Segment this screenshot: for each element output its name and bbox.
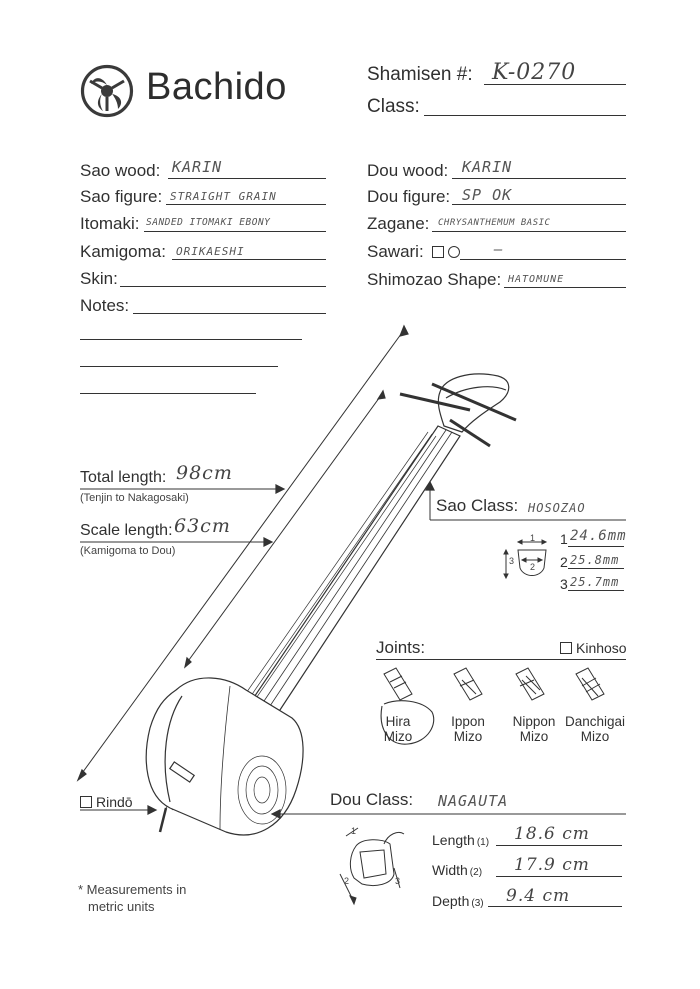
dou-length-line — [496, 845, 622, 846]
sao-measure-index-1: 1 — [560, 531, 568, 547]
itomaki-value[interactable]: SANDED ITOMAKI EBONY — [146, 217, 271, 228]
kamigoma-value[interactable]: ORIKAESHI — [176, 245, 245, 258]
skin-label: Skin: — [80, 269, 118, 288]
dou-dimension-diagram — [332, 824, 414, 908]
joint-nippon-line2: Mizo — [519, 729, 549, 744]
joint-hira-line1: Hira — [385, 714, 411, 729]
dou-depth-label-text: Depth — [432, 893, 470, 909]
notes-label: Notes: — [80, 296, 130, 315]
sao-measure-line-2 — [568, 568, 624, 569]
dou-figure-value[interactable]: SP OK — [462, 186, 513, 204]
total-length-sub: (Tenjin to Nakagosaki) — [80, 492, 189, 504]
footnote-line1: * Measurements in — [78, 882, 187, 897]
joint-hira-line2: Mizo — [383, 729, 413, 744]
scale-length-value[interactable]: 63cm — [174, 515, 231, 537]
sao-class-value[interactable]: HOSOZAO — [528, 501, 586, 515]
dou-class-label: Dou Class: — [330, 790, 414, 809]
sao-diagram-label-1: 1 — [530, 533, 536, 543]
sawari-label-text: Sawari: — [367, 242, 424, 261]
dou-figure-label: Dou figure: — [367, 187, 451, 206]
footnote-line2: metric units — [88, 899, 155, 914]
dou-wood-value[interactable]: KARIN — [462, 158, 513, 176]
rindo-label: Rindō — [96, 794, 133, 810]
total-length-label: Total length: — [80, 469, 167, 486]
sao-diagram-label-3: 3 — [509, 556, 515, 566]
joint-ippon-line2: Mizo — [453, 729, 483, 744]
dou-width-label — [432, 862, 482, 878]
shamisen-number-label: Shamisen #: — [367, 64, 473, 85]
total-length-value[interactable]: 98cm — [176, 462, 233, 484]
joints-line — [376, 659, 626, 660]
shamisen-number-value[interactable]: K-0270 — [492, 60, 577, 85]
footnote — [78, 881, 186, 915]
shimozao-shape-value[interactable]: HATOMUNE — [508, 274, 565, 285]
joint-option-hira-mizo[interactable] — [374, 714, 422, 744]
dou-depth-line — [488, 906, 622, 907]
joint-danchigai-line2: Mizo — [580, 729, 610, 744]
dou-width-label-text: Width — [432, 862, 468, 878]
zagane-label: Zagane: — [367, 214, 430, 233]
joint-option-danchigai-mizo[interactable] — [560, 714, 630, 744]
zagane-value[interactable]: CHRYSANTHEMUM BASIC — [438, 218, 551, 228]
sao-wood-value[interactable]: KARIN — [172, 158, 223, 176]
kamigoma-label: Kamigoma: — [80, 242, 166, 261]
shimozao-shape-label: Shimozao Shape: — [367, 270, 502, 289]
kinhoso-option[interactable] — [560, 640, 627, 656]
rindo-option[interactable] — [80, 794, 133, 810]
dou-wood-label: Dou wood: — [367, 161, 449, 180]
sao-wood-label: Sao wood: — [80, 161, 161, 180]
danchigai-mizo-icon — [576, 668, 604, 700]
scale-length-label: Scale length: — [80, 522, 173, 539]
joint-nippon-line1: Nippon — [512, 714, 556, 729]
joints-label: Joints: — [376, 638, 426, 657]
sao-measure-line-1 — [568, 546, 624, 547]
dou-length-value[interactable]: 18.6 cm — [514, 824, 590, 844]
kinhoso-label: Kinhoso — [576, 640, 627, 656]
nippon-mizo-icon — [516, 668, 544, 700]
scale-length-sub: (Kamigoma to Dou) — [80, 545, 176, 557]
sao-measure-index-3: 3 — [560, 576, 568, 592]
sao-measure-value-2[interactable]: 25.8mm — [570, 553, 620, 567]
dou-diagram-label-1: 1 — [351, 826, 357, 836]
sao-class-label: Sao Class: — [436, 496, 519, 515]
dou-diagram-label-2: 2 — [344, 876, 350, 886]
sao-measure-value-3[interactable]: 25.7mm — [570, 575, 620, 589]
ippon-mizo-icon — [454, 668, 482, 700]
dou-length-label — [432, 832, 489, 848]
itomaki-label: Itomaki: — [80, 214, 140, 233]
sawari-value[interactable]: — — [494, 242, 504, 258]
dou-length-index: (1) — [476, 837, 490, 848]
dou-depth-value[interactable]: 9.4 cm — [506, 886, 571, 906]
sao-measure-value-1[interactable]: 24.6mm — [570, 528, 627, 544]
dou-width-value[interactable]: 17.9 cm — [514, 855, 590, 875]
dou-length-label-text: Length — [432, 832, 475, 848]
joint-ippon-line1: Ippon — [451, 714, 485, 729]
sao-measure-index-2: 2 — [560, 554, 568, 570]
class-label: Class: — [367, 96, 420, 117]
sao-measure-line-3 — [568, 590, 624, 591]
dou-depth-index: (3) — [471, 898, 484, 909]
joint-option-ippon-mizo[interactable] — [442, 714, 494, 744]
sao-figure-label: Sao figure: — [80, 187, 163, 206]
sao-figure-value[interactable]: STRAIGHT GRAIN — [170, 190, 277, 203]
sao-diagram-label-2: 2 — [530, 562, 536, 572]
dou-depth-label — [432, 893, 484, 909]
joint-danchigai-line1: Danchigai — [564, 714, 626, 729]
joint-option-nippon-mizo[interactable] — [506, 714, 562, 744]
dou-width-line — [496, 876, 622, 877]
brand-name: Bachido — [146, 66, 287, 108]
dou-class-value[interactable]: NAGAUTA — [438, 792, 509, 810]
dou-width-index: (2) — [469, 867, 483, 878]
kinhoso-checkbox[interactable] — [560, 642, 572, 654]
dou-diagram-label-3: 3 — [395, 876, 401, 886]
rindo-checkbox[interactable] — [80, 796, 92, 808]
